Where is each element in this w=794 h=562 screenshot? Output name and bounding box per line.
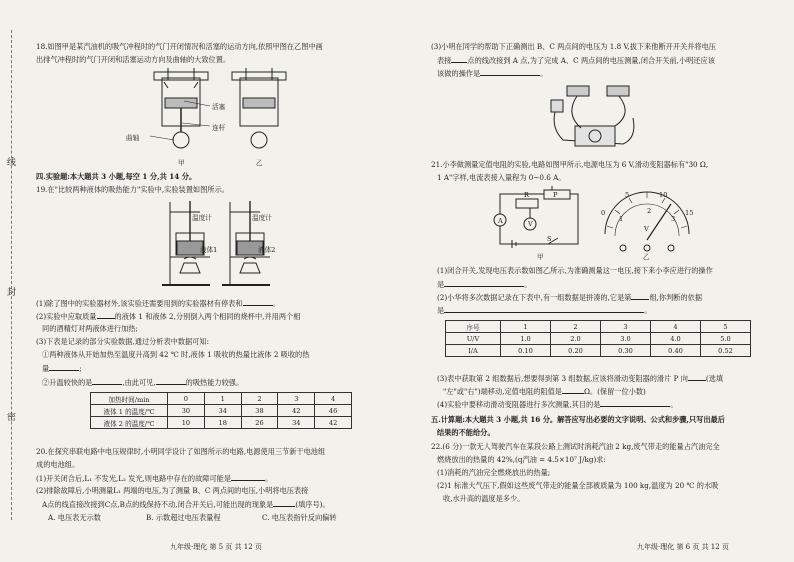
meter-tick-2: 2 [647, 207, 652, 215]
q22-line1: 22.(6 分)一款无人驾驶汽车在某段公路上测试时消耗汽油 2 kg,废气带走的能量占汽油完全 [431, 442, 720, 451]
label-rod: 连杆 [212, 124, 226, 132]
q21-voltmeter-yi [597, 186, 697, 256]
table-cell: 液体 1 的温度/℃ [91, 405, 168, 417]
margin-mark-line: 线 [7, 158, 17, 168]
engine-yi [232, 68, 286, 148]
q20-circuit-photo [547, 82, 647, 150]
table-cell: 3 [601, 321, 651, 333]
table-row [446, 345, 751, 357]
q21-circuit-jia [492, 186, 587, 256]
q19-s3-1: ①两种液体从开始加热至温度升高到 42 ℃ 时,液体 1 吸收的热量比液体 2 吸收的热 [42, 350, 310, 359]
q19-s2: (2)实验中应取质量 的液体 1 和液体 2,分别倒入两个相同的烧杯中,并用两个相 [36, 312, 301, 321]
binding-line [11, 30, 12, 520]
table-cell: 1 [501, 321, 551, 333]
table-row [91, 393, 352, 405]
table-cell: 1.0 [501, 333, 551, 345]
circuit-label-S: S [547, 235, 552, 243]
q21-line2: 1 A"字样,电流表接入量程为 0~0.6 A。 [437, 173, 566, 182]
q22-s1: (1)消耗的汽油完全燃烧放出的热量; [437, 468, 551, 477]
table-cell: 0.20 [551, 345, 601, 357]
table-cell: 2 [551, 321, 601, 333]
table-cell: 10 [168, 417, 205, 429]
label-thermometer-1: 温度计 [192, 214, 212, 222]
q20-option-c: C. 电压表指针反向偏转 [262, 513, 337, 522]
circuit-label-V: V [528, 220, 533, 228]
q19-s3-2: ②升温较快的是 ,由此可见, 的吸热能力较强。 [42, 378, 244, 387]
table-cell: I/A [446, 345, 501, 357]
table-cell: 0.40 [651, 345, 701, 357]
q21-s4: (4)实验中要移动滑动变阻器进行多次测量,其目的是 。 [437, 400, 678, 409]
q20-line1: 20.在探究串联电路中电压规律时,小明同学设计了如图所示的电路,电源使用三节新干电池组 [36, 447, 326, 456]
meter-tick-5: 5 [625, 191, 630, 199]
meter-tick-3: 3 [671, 215, 676, 223]
q20-s2b: A点的线直接改接到C点,B点的线保持不动,闭合开关后,可能出现的现象是 (填序号)。 [42, 500, 330, 509]
meter-unit: V [644, 225, 649, 233]
table-cell: 0.52 [701, 345, 751, 357]
q22-s2a: (2)1 标准大气压下,假如这些废气带走的能量全部被质量为 100 kg,温度为 20 ℃ 的水吸 [437, 481, 719, 490]
right-page [397, 0, 794, 562]
q21-s2: (2)小华将多次数据记录在下表中,有一组数据是拼凑的,它是第 组,你判断的依据 [437, 293, 703, 302]
table-cell: 4 [651, 321, 701, 333]
circuit-label-P: P [553, 191, 558, 199]
table-cell: 46 [315, 405, 352, 417]
table-cell: 加热时间/min [91, 393, 168, 405]
table-cell: 0.10 [501, 345, 551, 357]
q19-s1: (1)除了图中的实验器材外,该实验还需要用到的实验器材有停表和 。 [36, 299, 280, 308]
q21-data-table [445, 320, 751, 357]
q21-s1b: 是 。 [437, 280, 532, 289]
q20-s2a: (2)排除故障后,小明测量L₁ 两端的电压,为了测量 B、C 两点间的电压,小明将电压表接 [36, 486, 309, 495]
q21-s3: (3)表中获取第 2 组数据后,想要得到第 3 组数据,应该将滑动变阻器的滑片 P 向 (选填 [437, 374, 724, 383]
label-yi: 乙 [256, 159, 263, 167]
q21-line1: 21.小李做测量定值电阻的实验,电路如图甲所示,电源电压为 6 V,滑动变阻器标有"30 Ω, [431, 160, 709, 169]
table-row [446, 321, 751, 333]
table-cell: 42 [278, 405, 315, 417]
table-cell: 1 [204, 393, 241, 405]
q20-3-line1: (3)小明在同学的帮助下正确测出 B、C 两点间的电压为 1.8 V,拔下来他断开开关并将电压 [431, 42, 716, 51]
table-cell: 0.30 [601, 345, 651, 357]
table-cell: 序号 [446, 321, 501, 333]
table-cell: U/V [446, 333, 501, 345]
label-thermometer-2: 温度计 [252, 214, 272, 222]
q21-s2c: 是 。 [437, 306, 652, 315]
table-cell: 0 [168, 393, 205, 405]
table-cell: 3.0 [601, 333, 651, 345]
q21-s3c: "左"或"右")端移动,定值电阻的阻值是 Ω。(保留一位小数) [443, 387, 646, 396]
label-liquid-2: 液体2 [258, 246, 276, 254]
meter-tick-1: 1 [619, 215, 624, 223]
table-row [91, 405, 352, 417]
q20-option-b: B. 示数超过电压表量程 [146, 513, 221, 522]
meter-label-yi: 乙 [643, 253, 650, 261]
table-cell: 3 [278, 393, 315, 405]
q19-data-table [90, 392, 352, 429]
table-cell: 液体 2 的温度/℃ [91, 417, 168, 429]
engine-jia [150, 68, 210, 148]
q19-intro: 19.在"比较两种液体的吸热能力"实验中,实验装置如图所示。 [36, 185, 229, 194]
table-row [446, 333, 751, 345]
q20-line2: 成的电池组。 [36, 460, 80, 469]
label-piston: 活塞 [212, 103, 226, 111]
circuit-label-A: A [498, 217, 503, 225]
label-jia: 甲 [178, 159, 185, 167]
circuit-label-jia: 甲 [537, 253, 544, 261]
circuit-label-R: R [524, 191, 529, 199]
q19-s3: (3)下表是记录的部分实验数据,通过分析表中数据可知: [36, 337, 210, 346]
table-cell: 26 [241, 417, 278, 429]
engine-diagram [140, 68, 290, 160]
margin-mark-seal: 封 [7, 288, 17, 298]
q19-s2c: 同的酒精灯对两液体进行加热; [42, 324, 138, 333]
meter-tick-0: 0 [601, 209, 606, 217]
table-cell: 34 [278, 417, 315, 429]
table-cell: 42 [315, 417, 352, 429]
table-cell: 2 [241, 393, 278, 405]
section5-heading-2: 结果的不能给分。 [437, 428, 495, 437]
table-cell: 5 [701, 321, 751, 333]
q20-3-line2: 表接 点的线改接到 A 点,为了完成 A、C 两点间的电压测量,闭合开关前,小明还应该 [437, 56, 715, 65]
right-footer: 九年级·理化 第 6 页 共 12 页 [637, 543, 729, 551]
table-cell: 2.0 [551, 333, 601, 345]
q22-s2b: 收,水升高的温度是多少。 [443, 494, 525, 503]
table-cell: 34 [204, 405, 241, 417]
meter-tick-10: 10 [659, 191, 668, 199]
section4-heading: 四.实验题:本大题共 3 小题,每空 1 分,共 14 分。 [36, 172, 197, 181]
q18-line2: 出排气冲程时的气门开闭和活塞运动方向及曲轴的大致位置。 [36, 55, 231, 64]
section5-heading: 五.计算题:本大题共 3 小题,共 16 分。解答应写出必要的文字说明、公式和步骤,只写出最后 [431, 415, 725, 424]
table-cell: 4.0 [651, 333, 701, 345]
table-cell: 4 [315, 393, 352, 405]
table-cell: 18 [204, 417, 241, 429]
table-cell: 5.0 [701, 333, 751, 345]
margin-mark-secret: 密 [7, 413, 17, 423]
q20-3-line3: 该做的操作是 。 [437, 69, 548, 78]
q21-s1a: (1)闭合开关,发现电压表示数如图乙所示,为准确测量这一电压,接下来小李应进行的操作 [437, 266, 713, 275]
q20-s1: (1)开关闭合后,L₁ 不发光,L₂ 发光,则电路中存在的故障可能是 。 [36, 474, 273, 483]
table-cell: 30 [168, 405, 205, 417]
q20-option-a: A. 电压表无示数 [48, 513, 101, 522]
table-cell: 38 [241, 405, 278, 417]
left-footer: 九年级·理化 第 5 页 共 12 页 [170, 543, 262, 551]
q19-s3-1b: 量 ; [42, 364, 82, 373]
label-crank: 曲轴 [126, 134, 140, 142]
q18-line1: 18.如图甲是某汽油机的吸气冲程时的气门开闭情况和活塞的运动方向,依照甲图在乙图中画 [36, 42, 323, 51]
table-row [91, 417, 352, 429]
label-liquid-1: 液体1 [200, 246, 218, 254]
meter-tick-15: 15 [685, 209, 694, 217]
q22-line2: 燃烧放出的热量的 42%,(q汽油 = 4.5×10⁷ J/kg)求: [437, 455, 606, 464]
